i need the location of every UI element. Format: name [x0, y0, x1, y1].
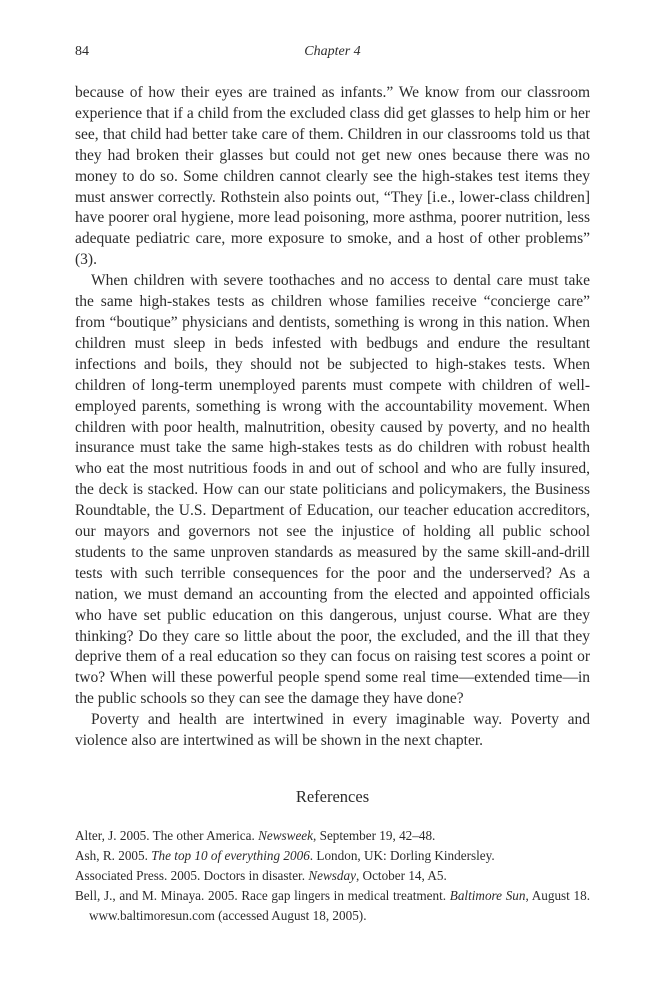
chapter-label: Chapter 4 [304, 44, 361, 59]
reference-text: , August 18. www.baltimoresun.com (accessed August 18, 2005). [89, 888, 590, 924]
reference-text: , September 19, 42–48. [313, 828, 436, 843]
reference-source: Newsday [308, 868, 356, 884]
reference-source: Newsweek [258, 828, 314, 843]
reference-source: The top 10 of everything 2006 [151, 848, 310, 864]
paragraph-continued: because of how their eyes are trained as infants.” We know from our classroom experience that if a child from the excluded class did get glasses to help him or her see, that child had better take care of them. Children in our classrooms told us that they had broken their glasses but could not get new ones because there was no money to do so. Some children cannot clearly see the high-stakes test items they must answer correctly. Rothstein also points out, “They [i.e., lower-class children] have poorer oral hygiene, more lead poisoning, more asthma, poorer nutrition, less adequate pediatric care, more exposure to smoke, and a host of other problems” (3). [75, 84, 590, 269]
running-head [75, 44, 590, 64]
reference-text: , October 14, A5. [355, 868, 447, 884]
reference-entry [75, 866, 590, 886]
references-list [75, 826, 590, 926]
reference-text: Alter, J. 2005. The other America. [75, 828, 259, 843]
reference-text: Associated Press. 2005. Doctors in disaster. [75, 868, 309, 884]
reference-entry [75, 826, 590, 846]
reference-entry [75, 886, 590, 926]
body-text [75, 83, 590, 752]
paragraph: Poverty and health are intertwined in every imaginable way. Poverty and violence also are intertwined as will be shown in the next chapter. [75, 711, 590, 750]
paragraph: When children with severe toothaches and no access to dental care must take the same high-stakes tests as children whose families receive “concierge care” from “boutique” physicians and dentists, something is wrong in this nation. When children must sleep in beds infested with bedbugs and endure the resultant infections and boils, they should not be subjected to high-stakes tests. When children of long-term unemployed parents must compete with children of well-employed parents, something is wrong with the accountability movement. When children with poor health, malnutrition, obesity caused by poverty, and no health insurance must take the same high-stakes tests as do children with robust health who eat the most nutritious foods in and out of school and who are fully insured, the deck is stacked. How can our state politicians and policymakers, the Business Roundtable, the U.S. Department of Education, our teacher education accreditors, our mayors and governors not see the injustice of holding all public school students to the same unproven standards as measured by the same skill-and-drill tests with such terrible consequences for the poor and the underserved? As a nation, we must demand an accounting from the elected and appointed officials who have set public education on this dangerous, unjust course. What are they thinking? Do they care so little about the poor, the excluded, and the ill that they deprive them of a real education so they can focus on raising test scores a point or two? When will these powerful people spend some real time—extended time—in the public schools so they can see the damage they have done? [75, 272, 590, 708]
reference-text: Bell, J., and M. Minaya. 2005. Race gap lingers in medical treatment. [75, 888, 450, 904]
reference-entry [75, 846, 590, 866]
page-number: 84 [75, 44, 89, 59]
references-heading: References [295, 787, 370, 806]
reference-source: Baltimore Sun [449, 888, 526, 904]
reference-text: . London, UK: Dorling Kindersley. [309, 848, 495, 864]
reference-text: Ash, R. 2005. [75, 848, 152, 864]
